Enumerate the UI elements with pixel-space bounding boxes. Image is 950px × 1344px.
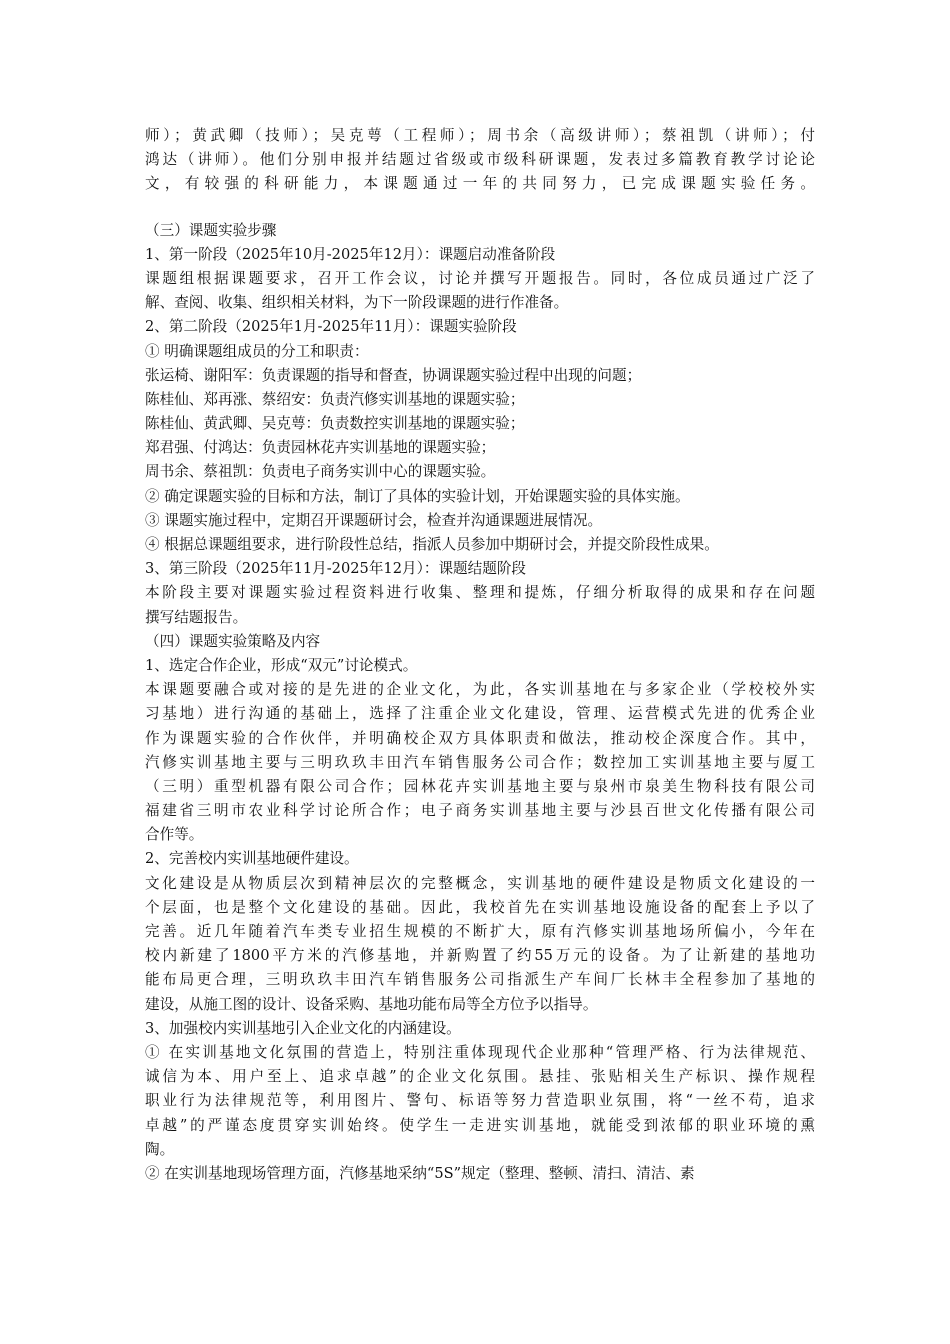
paragraph-gap bbox=[145, 197, 815, 219]
text-line: 陈桂仙、黄武卿、吴克萼：负责数控实训基地的课题实验； bbox=[145, 415, 525, 433]
text-lines bbox=[145, 219, 815, 1187]
text-line: 张运椅、谢阳军：负责课题的指导和督查，协调课题实验过程中出现的问题； bbox=[145, 366, 642, 384]
text-line: 2、第二阶段（2025年1月-2025年11月）：课题实验阶段 bbox=[145, 318, 517, 336]
text-line: ④ 根据总课题组要求，进行阶段性总结，指派人员参加中期研讨会，并提交阶段性成果。 bbox=[145, 536, 719, 553]
text-line: 校内新建了1800平方米的汽修基地，并新购置了约55万元的设备。为了让新建的基地功 bbox=[145, 947, 815, 965]
text-line: ② 确定课题实验的目标和方法，制订了具体的实验计划，开始课题实验的具体实施。 bbox=[145, 487, 690, 505]
text-line: ② 在实训基地现场管理方面，汽修基地采纳“5S”规定（整理、整顿、清扫、清洁、素 bbox=[145, 1164, 695, 1182]
text-line: 个层面，也是整个文化建设的基础。因此，我校首先在实训基地设施设备的配套上予以了 bbox=[145, 898, 815, 916]
text-line: 鸿达（讲师）。他们分别申报并结题过省级或市级科研课题，发表过多篇教育教学讨论论 bbox=[145, 151, 815, 169]
text-line: 完善。近几年随着汽车类专业招生规模的不断扩大，原有汽修实训基地场所偏小，今年在 bbox=[145, 923, 815, 940]
text-line: 解、查阅、收集、组织相关材料，为下一阶段课题的进行作准备。 bbox=[145, 294, 569, 312]
text-line: 3、第三阶段（2025年11月-2025年12月）：课题结题阶段 bbox=[145, 560, 527, 578]
text-line: 2、完善校内实训基地硬件建设。 bbox=[145, 850, 359, 868]
text-line: 师）；黄武卿（技师）；吴克萼（工程师）；周书余（高级讲师）；蔡祖凯（讲师）；付 bbox=[145, 127, 815, 144]
text-line: 文化建设是从物质层次到精神层次的完整概念，实训基地的硬件建设是物质文化建设的一 bbox=[145, 874, 815, 892]
text-line: 陶。 bbox=[145, 1140, 175, 1158]
text-line: 1、第一阶段（2025年10月-2025年12月）：课题启动准备阶段 bbox=[145, 245, 556, 263]
text-line: 职业行为法律规范等，利用图片、警句、标语等努力营造职业氛围，将“一丝不苟，追求 bbox=[145, 1092, 815, 1110]
text-line: ③ 课题实施过程中，定期召开课题研讨会，检查并沟通课题进展情况。 bbox=[145, 511, 603, 529]
text-line: 合作等。 bbox=[145, 826, 204, 844]
text-line: （三明）重型机器有限公司合作；园林花卉实训基地主要与泉州市泉美生物科技有限公司 bbox=[145, 777, 815, 795]
text-line: 周书余、蔡祖凯：负责电子商务实训中心的课题实验。 bbox=[145, 463, 496, 481]
text-line: 建设，从施工图的设计、设备采购、基地功能布局等全方位予以指导。 bbox=[145, 995, 598, 1013]
text-line: 汽修实训基地主要与三明玖玖丰田汽车销售服务公司合作；数控加工实训基地主要与厦工 bbox=[145, 753, 815, 771]
text-line: 郑君强、付鸿达：负责园林花卉实训基地的课题实验； bbox=[145, 439, 496, 457]
text-line: （四）课题实验策略及内容 bbox=[145, 632, 321, 650]
text-line: 福建省三明市农业科学讨论所合作；电子商务实训基地主要与沙县百世文化传播有限公司 bbox=[145, 802, 815, 820]
text-line: 3、加强校内实训基地引入企业文化的内涵建设。 bbox=[145, 1019, 461, 1037]
text-line: 课题组根据课题要求，召开工作会议，讨论并撰写开题报告。同时，各位成员通过广泛了 bbox=[145, 269, 815, 287]
text-line: 本课题要融合或对接的是先进的企业文化，为此，各实训基地在与多家企业（学校校外实 bbox=[145, 681, 815, 699]
text-line: 习基地）进行沟通的基础上，选择了注重企业文化建设，管理、运营模式先进的优秀企业 bbox=[145, 705, 815, 723]
text-line: 能布局更合理，三明玖玖丰田汽车销售服务公司指派生产车间厂长林丰全程参加了基地的 bbox=[145, 971, 815, 989]
text-line: 诚信为本、用户至上、追求卓越”的企业文化氛围。悬挂、张贴相关生产标识、操作规程 bbox=[145, 1068, 815, 1086]
text-line: 卓越”的严谨态度贯穿实训始终。使学生一走进实训基地，就能受到浓郁的职业环境的熏 bbox=[145, 1116, 815, 1134]
text-line: 撰写结题报告。 bbox=[145, 608, 248, 626]
text-line: 1、选定合作企业，形成“双元”讨论模式。 bbox=[145, 656, 418, 674]
text-line: ① 明确课题组成员的分工和职责： bbox=[145, 342, 369, 360]
text-line: 文，有较强的科研能力，本课题通过一年的共同努力，已完成课题实验任务。 bbox=[145, 175, 815, 193]
text-line: （三）课题实验步骤 bbox=[145, 221, 277, 239]
text-line: 陈桂仙、郑再涨、蔡绍安：负责汽修实训基地的课题实验； bbox=[145, 390, 525, 408]
text-line: 本阶段主要对课题实验过程资料进行收集、整理和提炼，仔细分析取得的成果和存在问题 bbox=[145, 584, 815, 602]
text-line: 作为课题实验的合作伙伴，并明确校企双方具体职责和做法，推动校企深度合作。其中， bbox=[145, 729, 815, 747]
document-body bbox=[145, 124, 815, 1186]
text-line: ① 在实训基地文化氛围的营造上，特别注重体现现代企业那种“管理严格、行为法律规范、 bbox=[145, 1043, 815, 1061]
